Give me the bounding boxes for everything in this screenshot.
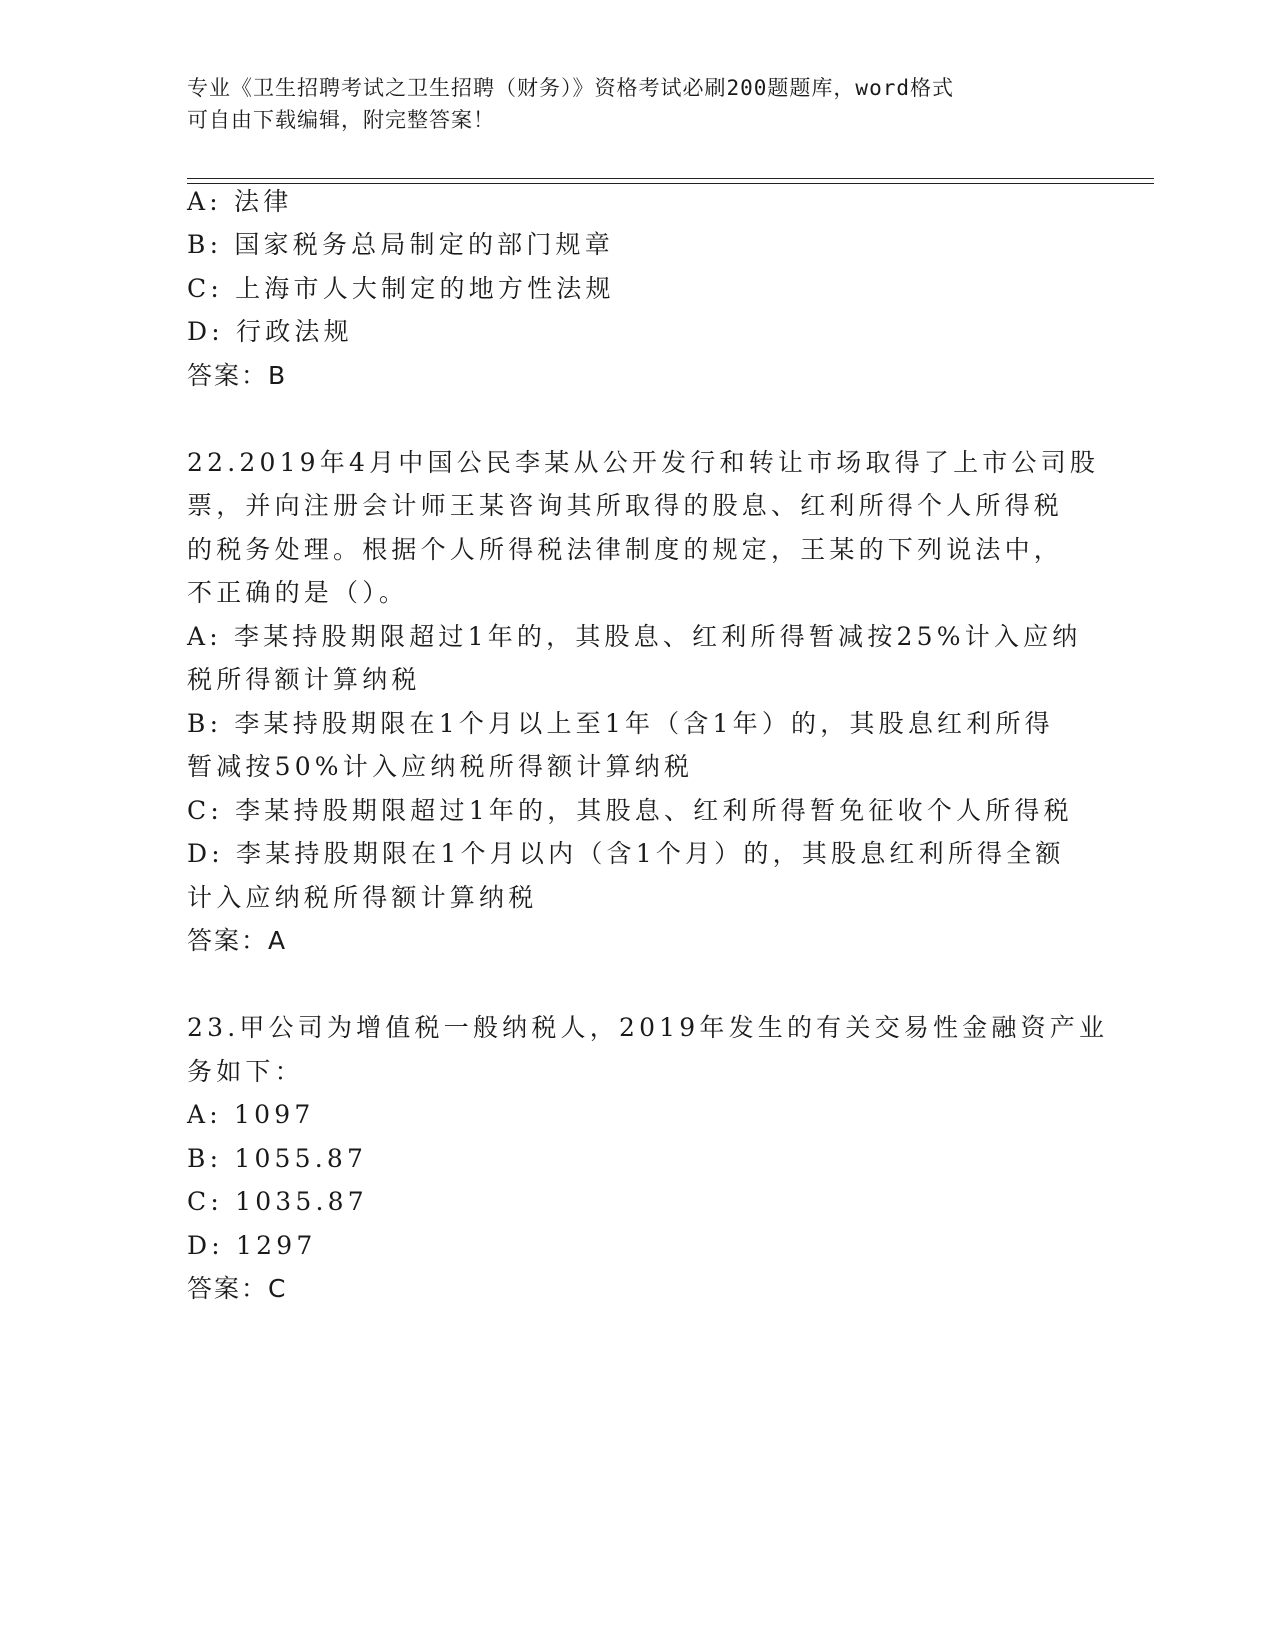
q23-option-b: B: 1055.87 [187, 1144, 368, 1173]
q23-answer: 答案：C [187, 1274, 288, 1303]
q22-option-c: C: 李某持股期限超过1年的，其股息、红利所得暂免征收个人所得税 [187, 796, 1073, 825]
header-divider-bottom [187, 183, 1154, 184]
q22-stem-line-4: 不正确的是（）。 [187, 578, 409, 607]
q22-option-a: A: 李某持股期限超过1年的，其股息、红利所得暂减按25%计入应纳 [187, 622, 1082, 651]
header-line-1: 专业《卫生招聘考试之卫生招聘（财务）》资格考试必刷200题题库，word格式 [187, 76, 954, 100]
q22-option-a-cont: 税所得额计算纳税 [187, 665, 421, 694]
q23-stem-line-2: 务如下： [187, 1057, 304, 1086]
q21-option-a: A: 法律 [187, 187, 293, 216]
q21-option-c: C: 上海市人大制定的地方性法规 [187, 274, 615, 303]
q21-option-d: D: 行政法规 [187, 317, 353, 346]
q21-answer: 答案：B [187, 361, 288, 390]
q22-option-d: D: 李某持股期限在1个月以内（含1个月）的，其股息红利所得全额 [187, 839, 1065, 868]
header-line-2: 可自由下载编辑，附完整答案！ [187, 108, 495, 132]
q22-stem-line-2: 票，并向注册会计师王某咨询其所取得的股息、红利所得个人所得税 [187, 491, 1064, 520]
q23-option-a: A: 1097 [187, 1100, 315, 1129]
header-divider-top [187, 178, 1154, 179]
q22-option-d-cont: 计入应纳税所得额计算纳税 [187, 883, 538, 912]
q22-option-b-cont: 暂减按50%计入应纳税所得额计算纳税 [187, 752, 694, 781]
document-header [187, 72, 1067, 136]
q22-stem-line-1: 22.2019年4月中国公民李某从公开发行和转让市场取得了上市公司股 [187, 448, 1100, 477]
q22-option-b: B: 李某持股期限在1个月以上至1年（含1年）的，其股息红利所得 [187, 709, 1054, 738]
q22-stem-line-3: 的税务处理。根据个人所得税法律制度的规定，王某的下列说法中， [187, 535, 1064, 564]
q23-option-c: C: 1035.87 [187, 1187, 368, 1216]
q23-option-d: D: 1297 [187, 1231, 317, 1260]
q23-stem-line-1: 23.甲公司为增值税一般纳税人，2019年发生的有关交易性金融资产业 [187, 1013, 1109, 1042]
q22-answer: 答案：A [187, 926, 288, 955]
q21-option-b: B: 国家税务总局制定的部门规章 [187, 230, 614, 259]
